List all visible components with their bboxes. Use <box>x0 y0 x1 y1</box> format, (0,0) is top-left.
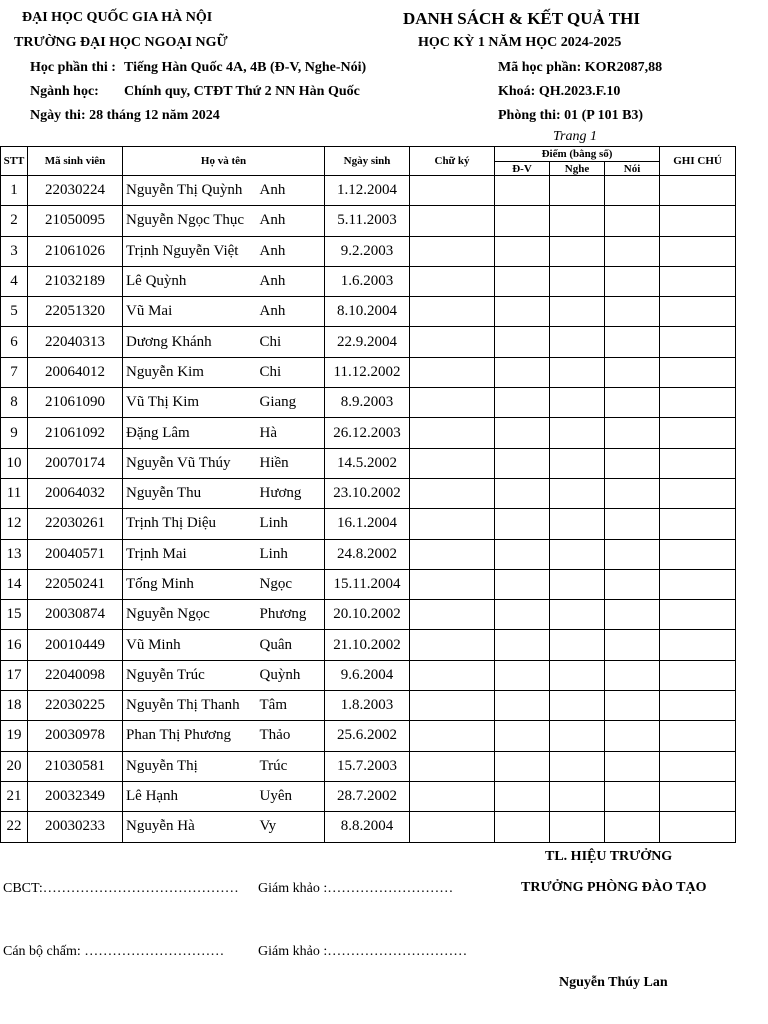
row-first-name: Hà <box>257 418 325 448</box>
semester: HỌC KỲ 1 NĂM HỌC 2024-2025 <box>418 35 622 50</box>
row-note <box>660 509 736 539</box>
row-note <box>660 478 736 508</box>
row-student-id: 22051320 <box>28 297 123 327</box>
row-last-name: Nguyễn Thu <box>123 478 257 508</box>
row-note <box>660 418 736 448</box>
row-stt: 19 <box>1 721 28 751</box>
row-score-speak <box>605 691 660 721</box>
row-dob: 16.1.2004 <box>325 509 410 539</box>
row-score-speak <box>605 539 660 569</box>
row-score-listen <box>550 539 605 569</box>
row-score-speak <box>605 812 660 842</box>
col-score-speak: Nói <box>605 162 660 176</box>
row-score-dv <box>495 448 550 478</box>
row-score-listen <box>550 691 605 721</box>
row-last-name: Phan Thị Phương <box>123 721 257 751</box>
row-signature <box>410 327 495 357</box>
row-stt: 18 <box>1 691 28 721</box>
row-note <box>660 660 736 690</box>
row-stt: 13 <box>1 539 28 569</box>
row-note <box>660 600 736 630</box>
row-score-dv <box>495 478 550 508</box>
row-dob: 20.10.2002 <box>325 600 410 630</box>
row-student-id: 20030978 <box>28 721 123 751</box>
row-score-listen <box>550 236 605 266</box>
row-last-name: Nguyễn Hà <box>123 812 257 842</box>
row-score-listen <box>550 206 605 236</box>
table-row <box>1 236 736 266</box>
row-first-name: Linh <box>257 509 325 539</box>
row-stt: 7 <box>1 357 28 387</box>
row-score-dv <box>495 297 550 327</box>
row-last-name: Tống Minh <box>123 569 257 599</box>
row-score-listen <box>550 630 605 660</box>
table-row <box>1 630 736 660</box>
row-dob: 9.2.2003 <box>325 236 410 266</box>
row-last-name: Trịnh Thị Diệu <box>123 509 257 539</box>
row-stt: 16 <box>1 630 28 660</box>
row-stt: 5 <box>1 297 28 327</box>
row-score-speak <box>605 357 660 387</box>
row-note <box>660 781 736 811</box>
row-stt: 10 <box>1 448 28 478</box>
row-score-speak <box>605 569 660 599</box>
row-score-listen <box>550 418 605 448</box>
row-student-id: 20040571 <box>28 539 123 569</box>
row-score-listen <box>550 176 605 206</box>
row-dob: 22.9.2004 <box>325 327 410 357</box>
row-student-id: 22030224 <box>28 176 123 206</box>
row-note <box>660 721 736 751</box>
row-stt: 2 <box>1 206 28 236</box>
row-signature <box>410 478 495 508</box>
row-last-name: Lê Hạnh <box>123 781 257 811</box>
row-score-dv <box>495 388 550 418</box>
row-note <box>660 327 736 357</box>
row-dob: 11.12.2002 <box>325 357 410 387</box>
row-signature <box>410 721 495 751</box>
row-signature <box>410 236 495 266</box>
table-row <box>1 327 736 357</box>
row-student-id: 21061090 <box>28 388 123 418</box>
row-first-name: Tâm <box>257 691 325 721</box>
table-row <box>1 266 736 296</box>
row-score-speak <box>605 297 660 327</box>
row-score-listen <box>550 266 605 296</box>
row-note <box>660 266 736 296</box>
row-first-name: Linh <box>257 539 325 569</box>
row-score-speak <box>605 236 660 266</box>
row-score-speak <box>605 206 660 236</box>
row-signature <box>410 751 495 781</box>
footer-tl-rector: TL. HIỆU TRƯỞNG <box>545 849 673 864</box>
footer-cbct: CBCT:…………………………………… <box>3 881 239 896</box>
table-row <box>1 812 736 842</box>
row-student-id: 21061026 <box>28 236 123 266</box>
row-signature <box>410 388 495 418</box>
table-row <box>1 751 736 781</box>
row-score-speak <box>605 327 660 357</box>
row-score-listen <box>550 660 605 690</box>
row-signature <box>410 781 495 811</box>
row-score-speak <box>605 721 660 751</box>
table-row <box>1 478 736 508</box>
row-student-id: 22040098 <box>28 660 123 690</box>
row-score-listen <box>550 357 605 387</box>
row-score-dv <box>495 236 550 266</box>
row-first-name: Anh <box>257 266 325 296</box>
row-student-id: 20010449 <box>28 630 123 660</box>
row-dob: 1.12.2004 <box>325 176 410 206</box>
row-last-name: Dương Khánh <box>123 327 257 357</box>
col-score-group: Điểm (bằng số) <box>495 147 660 162</box>
row-dob: 8.9.2003 <box>325 388 410 418</box>
row-first-name: Vy <box>257 812 325 842</box>
row-score-dv <box>495 691 550 721</box>
row-signature <box>410 176 495 206</box>
row-note <box>660 176 736 206</box>
row-student-id: 22030225 <box>28 691 123 721</box>
row-first-name: Quỳnh <box>257 660 325 690</box>
row-first-name: Phương <box>257 600 325 630</box>
table-row <box>1 721 736 751</box>
row-last-name: Vũ Minh <box>123 630 257 660</box>
table-row <box>1 781 736 811</box>
row-note <box>660 812 736 842</box>
row-last-name: Nguyễn Thị Thanh <box>123 691 257 721</box>
col-dob: Ngày sinh <box>325 147 410 176</box>
row-score-listen <box>550 781 605 811</box>
row-student-id: 20064012 <box>28 357 123 387</box>
footer-grader: Cán bộ chấm: ………………………… <box>3 944 225 959</box>
row-signature <box>410 418 495 448</box>
row-first-name: Anh <box>257 236 325 266</box>
row-signature <box>410 266 495 296</box>
results-table <box>0 146 736 843</box>
footer-signer-name: Nguyễn Thúy Lan <box>559 975 668 990</box>
row-score-speak <box>605 509 660 539</box>
row-first-name: Hương <box>257 478 325 508</box>
row-dob: 24.8.2002 <box>325 539 410 569</box>
row-score-dv <box>495 539 550 569</box>
row-student-id: 21050095 <box>28 206 123 236</box>
table-row <box>1 176 736 206</box>
row-last-name: Nguyễn Trúc <box>123 660 257 690</box>
row-last-name: Nguyễn Kim <box>123 357 257 387</box>
row-first-name: Thảo <box>257 721 325 751</box>
row-dob: 21.10.2002 <box>325 630 410 660</box>
row-stt: 17 <box>1 660 28 690</box>
row-note <box>660 448 736 478</box>
row-score-speak <box>605 478 660 508</box>
row-student-id: 22050241 <box>28 569 123 599</box>
table-row <box>1 357 736 387</box>
row-first-name: Quân <box>257 630 325 660</box>
row-score-dv <box>495 751 550 781</box>
row-note <box>660 236 736 266</box>
col-score-dv: Đ-V <box>495 162 550 176</box>
row-signature <box>410 448 495 478</box>
row-score-listen <box>550 448 605 478</box>
row-score-dv <box>495 418 550 448</box>
row-student-id: 22040313 <box>28 327 123 357</box>
row-score-dv <box>495 266 550 296</box>
row-last-name: Trịnh Mai <box>123 539 257 569</box>
row-first-name: Chi <box>257 327 325 357</box>
row-score-speak <box>605 660 660 690</box>
row-score-listen <box>550 478 605 508</box>
row-dob: 1.8.2003 <box>325 691 410 721</box>
row-signature <box>410 812 495 842</box>
row-dob: 15.7.2003 <box>325 751 410 781</box>
row-stt: 4 <box>1 266 28 296</box>
page-number: Trang 1 <box>553 129 597 144</box>
table-row <box>1 600 736 630</box>
row-last-name: Lê Quỳnh <box>123 266 257 296</box>
row-first-name: Giang <box>257 388 325 418</box>
row-student-id: 21030581 <box>28 751 123 781</box>
row-note <box>660 539 736 569</box>
table-row <box>1 206 736 236</box>
row-note <box>660 297 736 327</box>
row-score-speak <box>605 266 660 296</box>
row-score-dv <box>495 569 550 599</box>
row-last-name: Trịnh Nguyễn Việt <box>123 236 257 266</box>
row-score-dv <box>495 600 550 630</box>
row-note <box>660 630 736 660</box>
table-row <box>1 418 736 448</box>
row-stt: 6 <box>1 327 28 357</box>
row-student-id: 20030233 <box>28 812 123 842</box>
row-first-name: Trúc <box>257 751 325 781</box>
row-dob: 14.5.2002 <box>325 448 410 478</box>
row-dob: 5.11.2003 <box>325 206 410 236</box>
row-score-speak <box>605 448 660 478</box>
col-stt: STT <box>1 147 28 176</box>
row-dob: 26.12.2003 <box>325 418 410 448</box>
table-row <box>1 569 736 599</box>
row-last-name: Vũ Thị Kim <box>123 388 257 418</box>
row-first-name: Chi <box>257 357 325 387</box>
col-score-listen: Nghe <box>550 162 605 176</box>
row-last-name: Nguyễn Vũ Thúy <box>123 448 257 478</box>
school-name: TRƯỜNG ĐẠI HỌC NGOẠI NGỮ <box>14 35 228 50</box>
row-stt: 3 <box>1 236 28 266</box>
col-student-id: Mã sinh viên <box>28 147 123 176</box>
row-score-speak <box>605 781 660 811</box>
row-stt: 21 <box>1 781 28 811</box>
row-stt: 12 <box>1 509 28 539</box>
row-dob: 25.6.2002 <box>325 721 410 751</box>
row-score-listen <box>550 721 605 751</box>
row-student-id: 20030874 <box>28 600 123 630</box>
row-signature <box>410 600 495 630</box>
row-student-id: 22030261 <box>28 509 123 539</box>
row-signature <box>410 691 495 721</box>
footer-examiner-2: Giám khảo :………………………… <box>258 944 468 959</box>
row-score-listen <box>550 509 605 539</box>
course-label: Học phần thi : <box>30 60 116 75</box>
col-name: Họ và tên <box>123 147 325 176</box>
row-first-name: Anh <box>257 206 325 236</box>
row-note <box>660 751 736 781</box>
row-signature <box>410 206 495 236</box>
row-first-name: Uyên <box>257 781 325 811</box>
row-note <box>660 691 736 721</box>
row-dob: 23.10.2002 <box>325 478 410 508</box>
row-student-id: 20064032 <box>28 478 123 508</box>
row-score-dv <box>495 206 550 236</box>
row-note <box>660 569 736 599</box>
row-score-dv <box>495 660 550 690</box>
row-last-name: Nguyễn Ngọc <box>123 600 257 630</box>
row-stt: 9 <box>1 418 28 448</box>
table-row <box>1 509 736 539</box>
course-value: Tiếng Hàn Quốc 4A, 4B (Đ-V, Nghe-Nói) <box>124 60 367 75</box>
row-signature <box>410 297 495 327</box>
row-note <box>660 388 736 418</box>
row-dob: 28.7.2002 <box>325 781 410 811</box>
row-signature <box>410 509 495 539</box>
row-last-name: Nguyễn Thị <box>123 751 257 781</box>
row-stt: 14 <box>1 569 28 599</box>
table-row <box>1 388 736 418</box>
row-dob: 8.8.2004 <box>325 812 410 842</box>
course-code: Mã học phần: KOR2087,88 <box>498 60 663 75</box>
row-signature <box>410 660 495 690</box>
row-signature <box>410 569 495 599</box>
row-score-listen <box>550 751 605 781</box>
row-first-name: Anh <box>257 176 325 206</box>
row-score-listen <box>550 327 605 357</box>
table-row <box>1 297 736 327</box>
major-value: Chính quy, CTĐT Thứ 2 NN Hàn Quốc <box>124 84 360 99</box>
row-note <box>660 206 736 236</box>
row-score-speak <box>605 630 660 660</box>
row-last-name: Nguyễn Ngọc Thục <box>123 206 257 236</box>
footer-training-office: TRƯỞNG PHÒNG ĐÀO TẠO <box>521 880 707 895</box>
row-score-dv <box>495 630 550 660</box>
major-label: Ngành học: <box>30 84 99 99</box>
row-score-dv <box>495 721 550 751</box>
document-title: DANH SÁCH & KẾT QUẢ THI <box>403 9 640 28</box>
row-score-speak <box>605 418 660 448</box>
exam-date: Ngày thi: 28 tháng 12 năm 2024 <box>30 108 220 123</box>
row-score-dv <box>495 781 550 811</box>
row-score-dv <box>495 509 550 539</box>
row-score-dv <box>495 176 550 206</box>
table-row <box>1 539 736 569</box>
row-first-name: Anh <box>257 297 325 327</box>
col-signature: Chữ ký <box>410 147 495 176</box>
cohort: Khoá: QH.2023.F.10 <box>498 84 621 99</box>
row-score-listen <box>550 600 605 630</box>
row-dob: 15.11.2004 <box>325 569 410 599</box>
row-signature <box>410 539 495 569</box>
row-score-dv <box>495 812 550 842</box>
row-score-speak <box>605 600 660 630</box>
row-student-id: 20070174 <box>28 448 123 478</box>
row-stt: 8 <box>1 388 28 418</box>
row-score-speak <box>605 176 660 206</box>
col-note: GHI CHÚ <box>660 147 736 176</box>
row-signature <box>410 357 495 387</box>
row-stt: 15 <box>1 600 28 630</box>
row-score-speak <box>605 751 660 781</box>
row-stt: 1 <box>1 176 28 206</box>
row-last-name: Đặng Lâm <box>123 418 257 448</box>
row-score-listen <box>550 569 605 599</box>
row-note <box>660 357 736 387</box>
table-row <box>1 448 736 478</box>
row-student-id: 20032349 <box>28 781 123 811</box>
row-dob: 8.10.2004 <box>325 297 410 327</box>
row-score-listen <box>550 388 605 418</box>
row-stt: 22 <box>1 812 28 842</box>
row-dob: 1.6.2003 <box>325 266 410 296</box>
row-student-id: 21032189 <box>28 266 123 296</box>
row-dob: 9.6.2004 <box>325 660 410 690</box>
row-score-listen <box>550 812 605 842</box>
row-first-name: Ngọc <box>257 569 325 599</box>
row-score-speak <box>605 388 660 418</box>
row-first-name: Hiền <box>257 448 325 478</box>
row-last-name: Vũ Mai <box>123 297 257 327</box>
row-score-dv <box>495 327 550 357</box>
table-row <box>1 691 736 721</box>
row-score-listen <box>550 297 605 327</box>
row-signature <box>410 630 495 660</box>
row-stt: 11 <box>1 478 28 508</box>
row-stt: 20 <box>1 751 28 781</box>
row-student-id: 21061092 <box>28 418 123 448</box>
exam-room: Phòng thi: 01 (P 101 B3) <box>498 108 644 123</box>
row-last-name: Nguyễn Thị Quỳnh <box>123 176 257 206</box>
table-row <box>1 660 736 690</box>
row-score-dv <box>495 357 550 387</box>
footer-examiner-1: Giám khảo :……………………… <box>258 881 454 896</box>
university-name: ĐẠI HỌC QUỐC GIA HÀ NỘI <box>22 10 213 25</box>
